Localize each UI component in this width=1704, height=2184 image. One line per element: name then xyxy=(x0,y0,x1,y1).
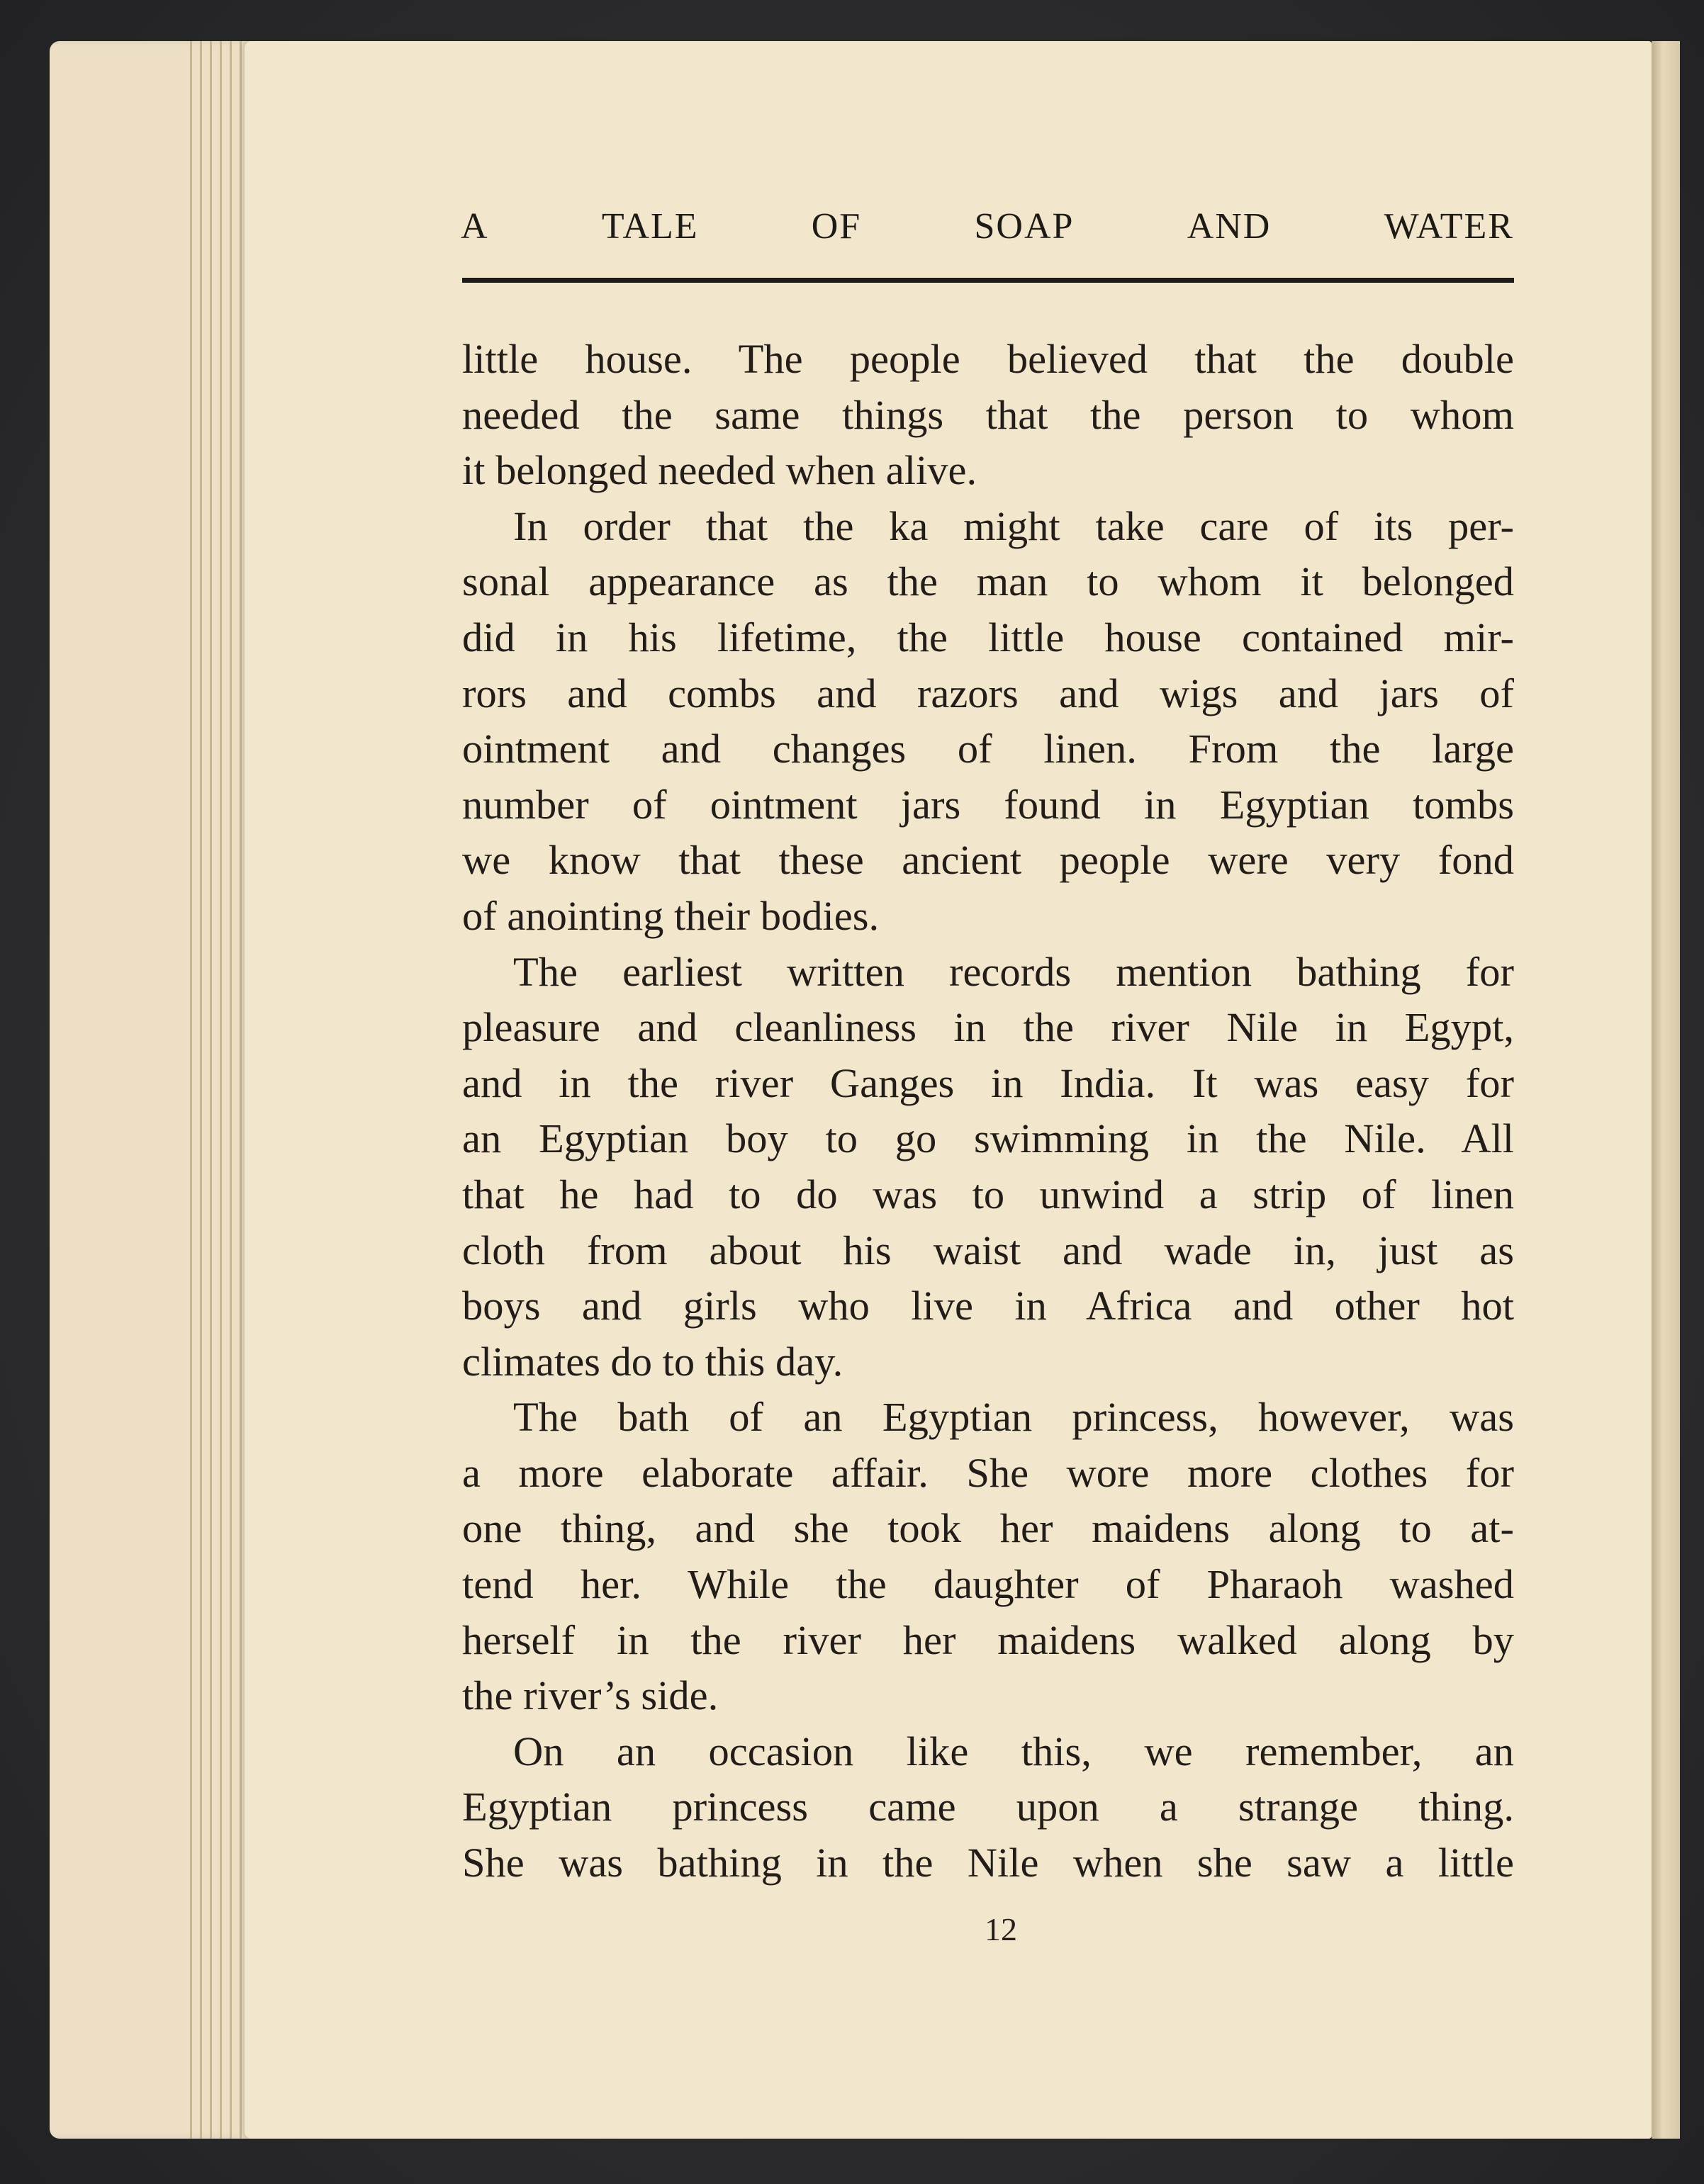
text-line: of anointing their bodies. xyxy=(462,892,880,939)
text-line: On an occasion like this, we remember, an xyxy=(513,1728,1514,1774)
running-head-word: WATER xyxy=(1384,206,1514,247)
text-line: we know that these ancient people were very fond xyxy=(462,837,1514,884)
text-line: The bath of an Egyptian princess, however, was xyxy=(513,1394,1514,1441)
text-line: and in the river Ganges in India. It was easy for xyxy=(462,1059,1514,1106)
right-book-edge xyxy=(1652,41,1680,2139)
page-number: 12 xyxy=(985,1911,1017,1947)
running-head-word: AND xyxy=(1187,206,1272,247)
text-line: She was bathing in the Nile when she saw a little xyxy=(462,1840,1514,1886)
running-head-word: SOAP xyxy=(974,206,1075,247)
text-line: number of ointment jars found in Egyptian tombs xyxy=(462,781,1514,828)
text-line: pleasure and cleanliness in the river Nile in Egypt, xyxy=(462,1004,1514,1051)
text-line: one thing, and she took her maidens along to at- xyxy=(462,1505,1514,1552)
text-line: needed the same things that the person to whom xyxy=(462,391,1514,438)
text-line: The earliest written records mention bathing for xyxy=(513,948,1514,995)
running-head-word: OF xyxy=(811,206,862,247)
text-line: In order that the ka might take care of its per- xyxy=(513,502,1514,549)
text-line: an Egyptian boy to go swimming in the Nile. All xyxy=(462,1115,1514,1162)
text-line: ointment and changes of linen. From the large xyxy=(462,726,1514,772)
text-line: tend her. While the daughter of Pharaoh washed xyxy=(462,1561,1514,1608)
text-line: did in his lifetime, the little house contained mir- xyxy=(462,614,1514,660)
text-line: rors and combs and razors and wigs and jars of xyxy=(462,670,1514,716)
text-line: herself in the river her maidens walked along by xyxy=(462,1616,1514,1663)
text-line: boys and girls who live in Africa and other hot xyxy=(462,1283,1514,1329)
running-head-word: A xyxy=(461,206,489,247)
header-rule xyxy=(462,278,1514,283)
text-line: it belonged needed when alive. xyxy=(462,447,977,494)
text-line: little house. The people believed that the double xyxy=(462,336,1514,382)
text-line: climates do to this day. xyxy=(462,1338,843,1385)
text-line: that he had to do was to unwind a strip of linen xyxy=(462,1171,1514,1217)
text-line: sonal appearance as the man to whom it belonged xyxy=(462,558,1514,605)
text-line: cloth from about his waist and wade in, just as xyxy=(462,1227,1514,1273)
body-text xyxy=(462,332,1514,1891)
running-head xyxy=(461,206,1514,247)
text-line: a more elaborate affair. She wore more clothes for xyxy=(462,1449,1514,1496)
running-head-word: TALE xyxy=(601,206,699,247)
text-line: Egyptian princess came upon a strange thing. xyxy=(462,1784,1514,1830)
text-line: the river’s side. xyxy=(462,1672,719,1719)
